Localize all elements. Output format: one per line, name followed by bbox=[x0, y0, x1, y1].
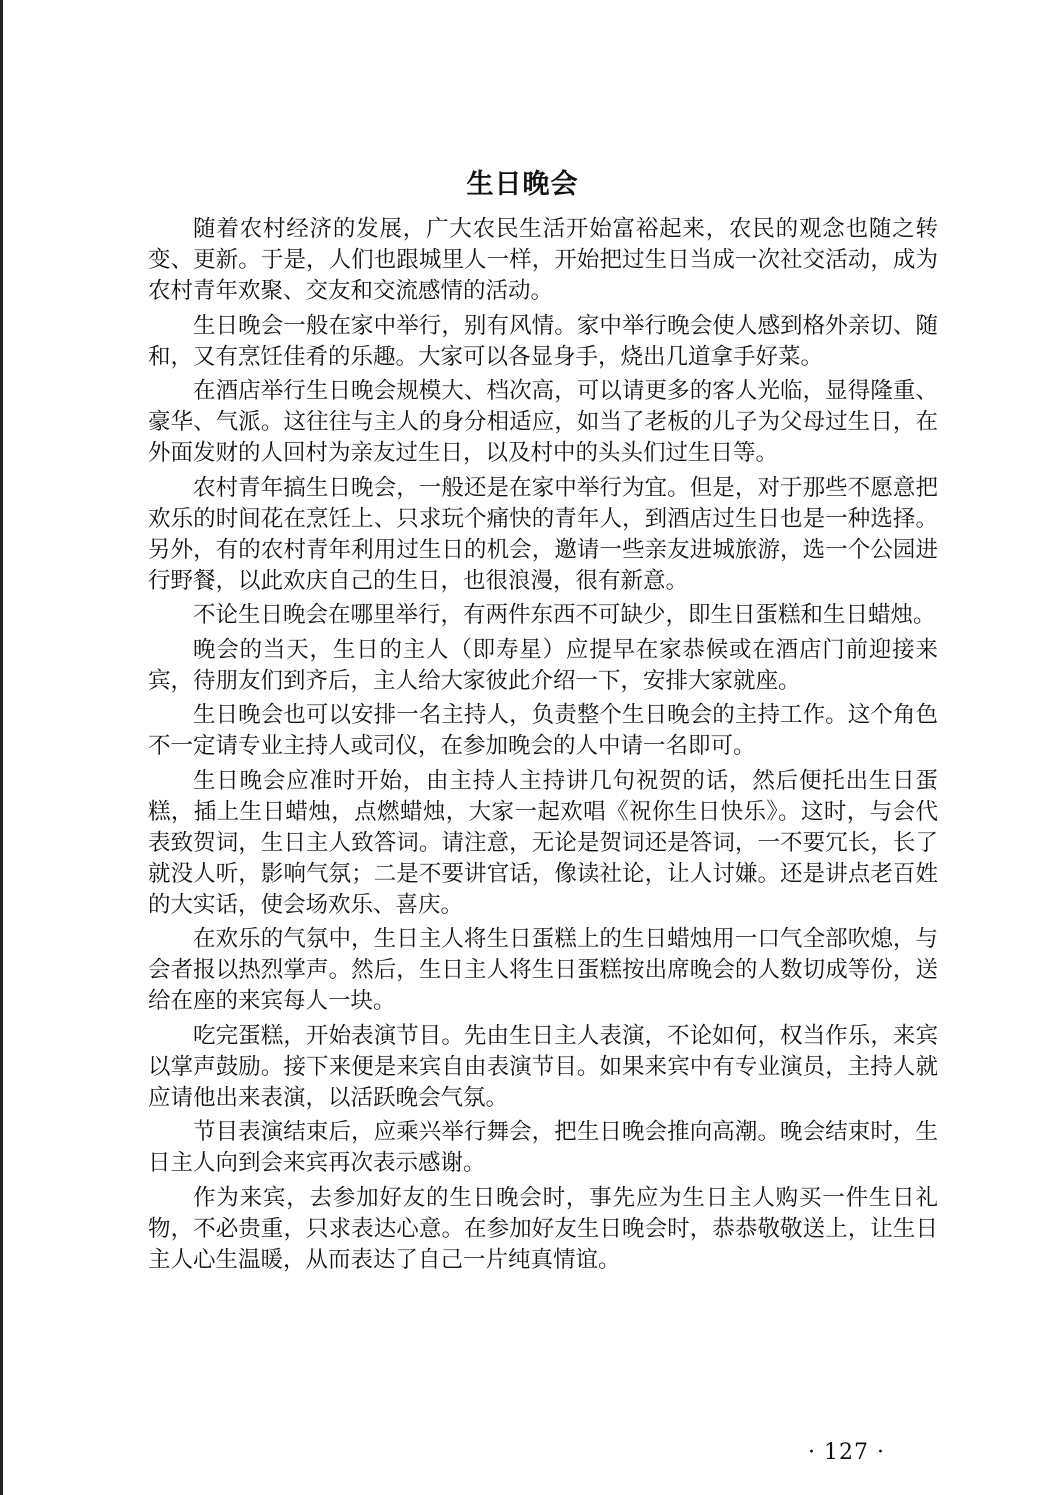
paragraph: 吃完蛋糕，开始表演节目。先由生日主人表演，不论如何，权当作乐，来宾以掌声鼓励。接下来便是来宾自由表演节目。如果来宾中有专业演员，主持人就应请他出来表演，以活跃晚会气氛。 bbox=[148, 1022, 938, 1111]
paragraph: 生日晚会也可以安排一名主持人，负责整个生日晚会的主持工作。这个角色不一定请专业主持人或司仪，在参加晚会的人中请一名即可。 bbox=[148, 702, 938, 759]
paragraph: 不论生日晚会在哪里举行，有两件东西不可缺少，即生日蛋糕和生日蜡烛。 bbox=[193, 602, 936, 628]
page-edge-line bbox=[0, 0, 3, 1495]
paragraph: 在酒店举行生日晚会规模大、档次高，可以请更多的客人光临，显得隆重、豪华、气派。这往往与主人的身分相适应，如当了老板的儿子为父母过生日，在外面发财的人回村为亲友过生日，以及村中的头头们过生日等。 bbox=[148, 378, 938, 466]
page-number: · 127 · bbox=[808, 1440, 885, 1465]
paragraph: 在欢乐的气氛中，生日主人将生日蛋糕上的生日蜡烛用一口气全部吹熄，与会者报以热烈掌声。然后，生日主人将生日蛋糕按出席晚会的人数切成等份，送给在座的来宾每人一块。 bbox=[148, 926, 938, 1014]
paragraph: 随着农村经济的发展，广大农民生活开始富裕起来，农民的观念也随之转变、更新。于是，人们也跟城里人一样，开始把过生日当成一次社交活动，成为农村青年欢聚、交友和交流感情的活动。 bbox=[148, 216, 938, 304]
paragraph: 生日晚会一般在家中举行，别有风情。家中举行晚会使人感到格外亲切、随和，又有烹饪佳肴的乐趣。大家可以各显身手，烧出几道拿手好菜。 bbox=[148, 312, 938, 370]
page-title: 生日晚会 bbox=[466, 169, 579, 200]
paragraph: 晚会的当天，生日的主人（即寿星）应提早在家恭候或在酒店门前迎接来宾，待朋友们到齐后，主人给大家彼此介绍一下，安排大家就座。 bbox=[148, 636, 938, 694]
paragraph: 节目表演结束后，应乘兴举行舞会，把生日晚会推向高潮。晚会结束时，生日主人向到会来宾再次表示感谢。 bbox=[148, 1119, 938, 1176]
paragraph: 生日晚会应准时开始，由主持人主持讲几句祝贺的话，然后便托出生日蛋糕，插上生日蜡烛，点燃蜡烛，大家一起欢唱《祝你生日快乐》。这时，与会代表致贺词，生日主人致答词。请注意，无论是贺词还是答词，一不要冗长，长了就没人听，影响气氛；二是不要讲官话，像读社论，让人讨嫌。还是讲点老百姓的大实话，使会场欢乐、喜庆。 bbox=[148, 767, 938, 918]
paragraph: 农村青年搞生日晚会，一般还是在家中举行为宜。但是，对于那些不愿意把欢乐的时间花在烹饪上、只求玩个痛快的青年人，到酒店过生日也是一种选择。另外，有的农村青年利用过生日的机会，邀请一些亲友进城旅游，选一个公园进行野餐，以此欢庆自己的生日，也很浪漫，很有新意。 bbox=[148, 474, 938, 594]
paragraph: 作为来宾，去参加好友的生日晚会时，事先应为生日主人购买一件生日礼物，不必贵重，只求表达心意。在参加好友生日晚会时，恭恭敬敬送上，让生日主人心生温暖，从而表达了自己一片纯真情谊。 bbox=[148, 1184, 938, 1273]
body-text bbox=[148, 214, 938, 1279]
